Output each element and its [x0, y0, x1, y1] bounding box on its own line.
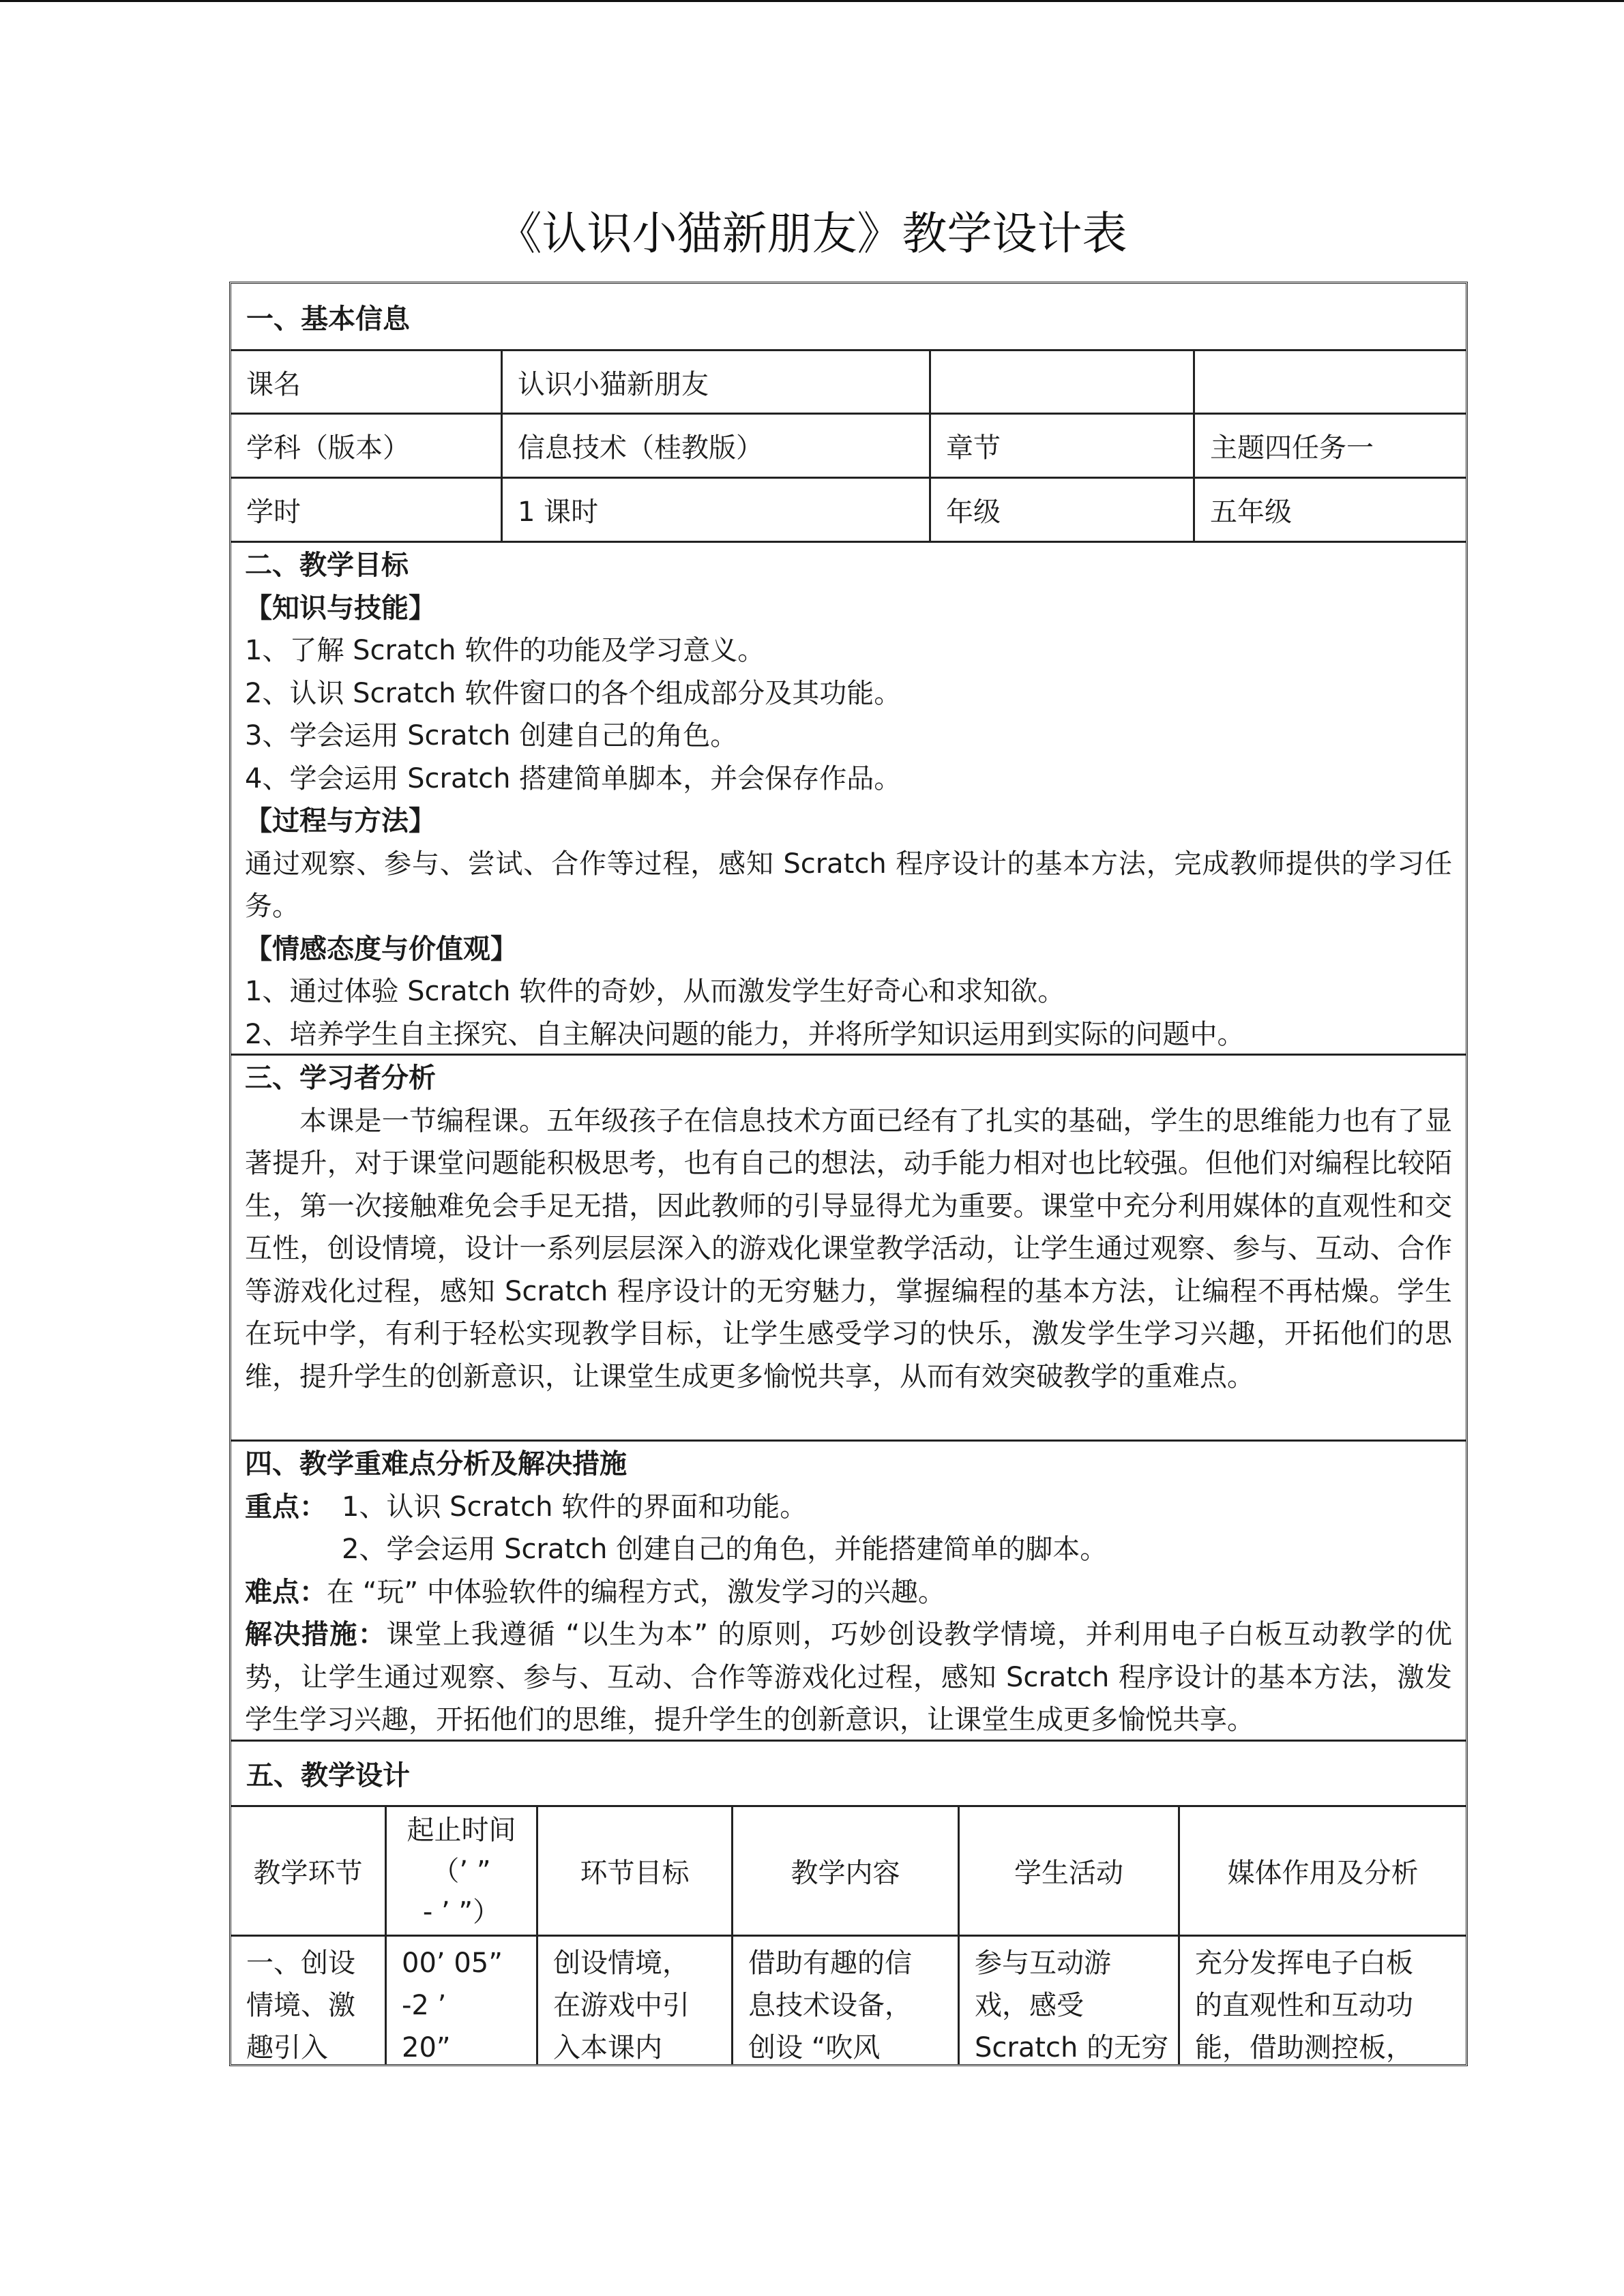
info-label: 学科（版本） [246, 432, 410, 464]
section-objectives [231, 541, 1466, 1054]
emotion-values-title: 【情感态度与价值观】 [245, 933, 518, 965]
key-points-label: 重点： [245, 1491, 327, 1523]
section-key-points [231, 1440, 1466, 1740]
info-row-hours [231, 477, 1466, 541]
header-stage: 教学环节 [253, 1858, 363, 1889]
emotion-item: 2、培养学生自主探究、自主解决问题的能力，并将所学知识运用到实际的问题中。 [245, 1018, 1245, 1050]
info-row-subject [231, 413, 1466, 477]
info-label: 年级 [929, 479, 1193, 541]
solution-label: 解决措施： [245, 1619, 387, 1650]
section-basic-info-heading-row [231, 284, 1466, 349]
section-design-heading-row [231, 1740, 1466, 1805]
cell-goal: 创设情境， 在游戏中引 入本课内 [536, 1937, 731, 2064]
section-learner-heading: 三、学习者分析 [245, 1062, 436, 1094]
cell-activity: 参与互动游 戏，感受 Scratch 的无穷 [958, 1937, 1178, 2064]
objective-item: 1、了解 Scratch 软件的功能及学习意义。 [245, 635, 765, 666]
header-content: 教学内容 [731, 1807, 958, 1935]
knowledge-skills-title: 【知识与技能】 [245, 592, 436, 624]
objective-item: 3、学会运用 Scratch 创建自己的角色。 [245, 720, 738, 751]
cell-stage: 一、创设 情境、激 趣引入 [246, 1948, 355, 2063]
header-time: 起止时间 （’ ” - ’ ”） [385, 1807, 536, 1935]
key-point-item: 1、认识 Scratch 软件的界面和功能。 [342, 1491, 808, 1523]
info-value [1193, 351, 1466, 413]
info-label: 课名 [246, 368, 301, 400]
section-design-heading: 五、教学设计 [246, 1760, 410, 1791]
section-key-points-heading: 四、教学重难点分析及解决措施 [245, 1448, 627, 1480]
key-point-item: 2、学会运用 Scratch 创建自己的角色，并能搭建简单的脚本。 [342, 1534, 1108, 1565]
design-table-header [231, 1805, 1466, 1935]
objective-item: 2、认识 Scratch 软件窗口的各个组成部分及其功能。 [245, 677, 902, 709]
info-value: 信息技术（桂教版） [501, 415, 929, 477]
info-value: 主题四任务一 [1193, 415, 1466, 477]
cell-media: 充分发挥电子白板 的直观性和互动功 能，借助测控板， [1178, 1937, 1466, 2064]
header-activity: 学生活动 [958, 1807, 1178, 1935]
solution-text: 课堂上我遵循 “以生为本” 的原则，巧妙创设教学情境，并利用电子白板互动教学的优势，让学生通过观察、参与、互动、合作等游戏化过程，感知 Scratch 程序设计的基本方法，激发学生学习兴趣，开拓他们的思维，提升学生的创新意识，让课堂生成更多愉悦共享。 [245, 1619, 1453, 1735]
lesson-design-table [229, 282, 1468, 2066]
top-border-line [0, 0, 1624, 2]
header-goal: 环节目标 [536, 1807, 731, 1935]
info-value: 五年级 [1193, 479, 1466, 541]
objective-item: 4、学会运用 Scratch 搭建简单脚本，并会保存作品。 [245, 762, 902, 794]
info-value: 1 课时 [501, 479, 929, 541]
process-methods-text: 通过观察、参与、尝试、合作等过程，感知 Scratch 程序设计的基本方法，完成教师提供的学习任务。 [245, 848, 1452, 922]
difficulty-text: 在 “玩” 中体验软件的编程方式，激发学习的兴趣。 [327, 1576, 945, 1608]
info-row-course [231, 349, 1466, 413]
info-value: 认识小猫新朋友 [501, 351, 929, 413]
section-learner-analysis [231, 1054, 1466, 1440]
info-label: 章节 [929, 415, 1193, 477]
page-title: 《认识小猫新朋友》教学设计表 [497, 207, 1127, 260]
process-methods-title: 【过程与方法】 [245, 805, 436, 837]
cell-time: 00’ 05” -2 ’ 20” [385, 1937, 536, 2064]
section-basic-info-heading: 一、基本信息 [246, 303, 410, 335]
cell-content: 借助有趣的信 息技术设备， 创设 “吹风 [731, 1937, 958, 2064]
design-table-row [231, 1935, 1466, 2064]
info-label: 学时 [246, 496, 301, 528]
learner-analysis-text: 本课是一节编程课。五年级孩子在信息技术方面已经有了扎实的基础，学生的思维能力也有了显著提升，对于课堂问题能积极思考，也有自己的想法，动手能力相对也比较强。但他们对编程比较陌生，第一次接触难免会手足无措，因此教师的引导显得尤为重要。课堂中充分利用媒体的直观性和交互性，创设情境，设计一系列层层深入的游戏化课堂教学活动，让学生通过观察、参与、互动、合作等游戏化过程，感知 Scratch 程序设计的无穷魅力，掌握编程的基本方法，让编程不再枯燥。学生在玩中学，有利于轻松实现教学目标，让学生感受学习的快乐，激发学生学习兴趣，开拓他们的思维，提升学生的创新意识，让课堂生成更多愉悦共享，从而有效突破教学的重难点。 [245, 1105, 1452, 1392]
emotion-item: 1、通过体验 Scratch 软件的奇妙，从而激发学生好奇心和求知欲。 [245, 976, 1065, 1007]
section-objectives-heading: 二、教学目标 [245, 550, 409, 581]
difficulty-label: 难点： [245, 1576, 327, 1608]
header-media: 媒体作用及分析 [1178, 1807, 1466, 1935]
info-label [929, 351, 1193, 413]
